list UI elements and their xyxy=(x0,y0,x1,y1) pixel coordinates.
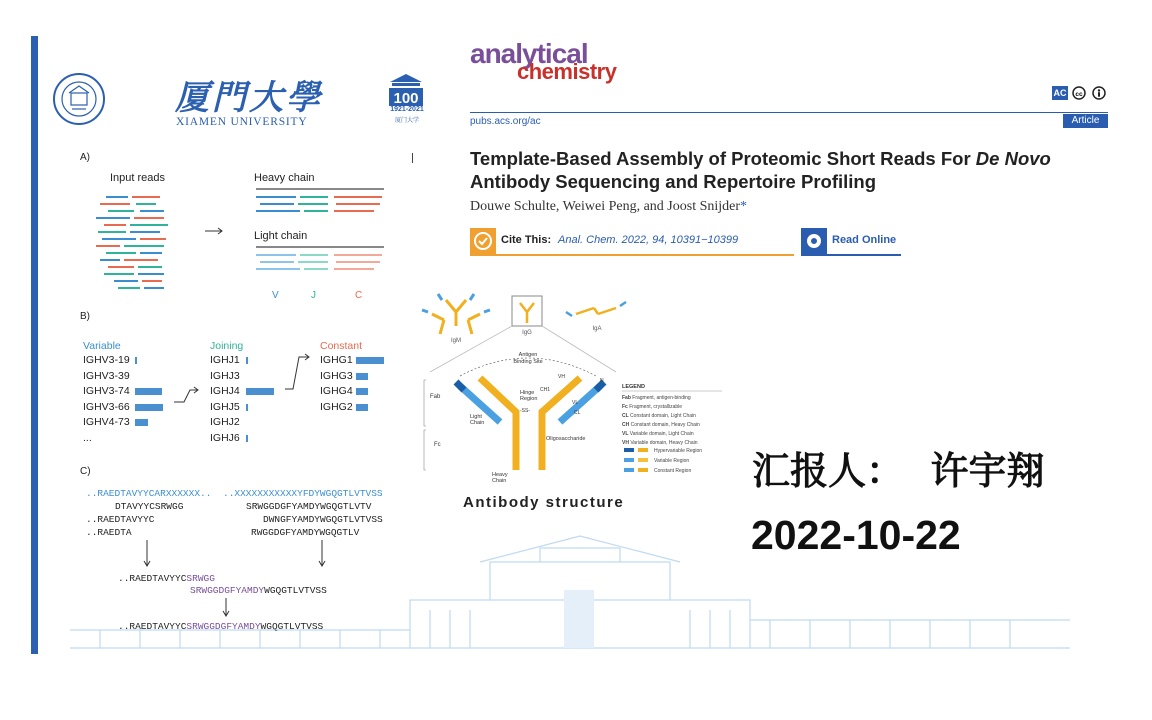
svg-text:Constant Region: Constant Region xyxy=(654,468,692,474)
centennial-years: 1921-2021 xyxy=(390,106,424,113)
seq-template-left: ..RAEDTAVYYCARXXXXXX.. xyxy=(86,488,212,499)
cc-icon xyxy=(1072,86,1086,100)
paper-authors xyxy=(470,199,747,215)
panel-c-label: C) xyxy=(80,466,91,477)
variable-gene-bar xyxy=(135,388,162,395)
heavy-chain-label: Heavy chain xyxy=(254,172,315,184)
svg-text:Chain: Chain xyxy=(470,420,485,426)
antibody-structure-figure xyxy=(416,290,732,516)
variable-gene-label: IGHV3-66 xyxy=(83,400,130,413)
panel-divider xyxy=(412,153,413,163)
variable-header: Variable xyxy=(83,340,121,352)
v-label: V xyxy=(272,290,279,301)
svg-text:Oligosaccharide: Oligosaccharide xyxy=(546,436,586,442)
presenter-label: 汇报人： 许宇翔 xyxy=(752,449,1045,493)
variable-gene-label: IGHV3-74 xyxy=(83,385,130,397)
variable-gene-row xyxy=(83,431,173,447)
journal-name-top: analytical xyxy=(470,38,588,69)
light-chain-label: Light chain xyxy=(254,230,308,242)
constant-gene-row xyxy=(320,369,390,385)
svg-text:Hypervariable Region: Hypervariable Region xyxy=(654,448,703,454)
variable-gene-label: ... xyxy=(83,431,92,444)
variable-gene-bar xyxy=(135,419,148,426)
svg-text:CH1: CH1 xyxy=(540,387,551,393)
seq-left-row-1: DTAVYYCSRWGG xyxy=(115,501,184,512)
input-reads-label: Input reads xyxy=(110,172,166,184)
svg-text:Chain: Chain xyxy=(492,478,507,484)
igm-label: IgM xyxy=(450,338,462,344)
joining-gene-row xyxy=(210,400,280,416)
input-reads-cluster xyxy=(96,196,186,296)
merge2-black: WGQGTLVTVSS xyxy=(264,585,327,596)
igg-label: IgG xyxy=(522,330,532,336)
constant-gene-label: IGHG4 xyxy=(320,385,353,397)
cite-text: Anal. Chem. 2022, 94, 10391−10399 xyxy=(558,234,739,246)
svg-text:Antigen: Antigen xyxy=(518,352,538,358)
svg-text:Binding Site: Binding Site xyxy=(513,359,543,365)
svg-text:Region: Region xyxy=(520,396,538,402)
merge2-purple: SRWGGDGFYAMDY xyxy=(190,585,265,596)
article-badge: Article xyxy=(1063,114,1108,128)
svg-text:Fab: Fab xyxy=(430,394,441,400)
svg-text:Hinge: Hinge xyxy=(520,390,535,396)
joining-gene-row xyxy=(210,415,280,431)
variable-gene-row xyxy=(83,415,173,431)
joining-gene-list xyxy=(210,353,280,446)
joining-gene-row xyxy=(210,369,280,385)
joining-gene-label: IGHJ6 xyxy=(210,431,240,444)
joining-gene-bar xyxy=(246,404,248,411)
final-black-1: ..RAEDTAVYYC xyxy=(118,621,187,632)
curved-arrow-icon xyxy=(172,386,202,406)
seq-template-right: ..XXXXXXXXXXXYFDYWGQGTLVTVSS xyxy=(223,488,383,499)
constant-gene-bar xyxy=(356,357,384,364)
centennial-logo xyxy=(386,72,426,126)
svg-text:Fab Fragment, antigen-binding: Fab Fragment, antigen-binding xyxy=(622,395,691,401)
constant-gene-bar xyxy=(356,404,368,411)
svg-text:Fc: Fc xyxy=(434,442,441,448)
curved-arrow-icon-2 xyxy=(283,353,313,393)
iga-label: IgA xyxy=(592,326,602,332)
final-purple: SRWGGDGFYAMDY xyxy=(186,621,261,632)
svg-text:-SS-: -SS- xyxy=(520,408,530,414)
variable-gene-row xyxy=(83,384,173,400)
seq-right-row-1: SRWGGDGFYAMDYWGQGTLVTV xyxy=(246,501,372,512)
paper-title-part1: Template-Based Assembly of Proteomic Short Reads For xyxy=(470,148,976,169)
constant-gene-list xyxy=(320,353,390,415)
university-name-cn: 厦門大學 xyxy=(175,80,323,117)
arrow-right-icon xyxy=(205,222,225,230)
svg-text:Heavy: Heavy xyxy=(492,472,508,478)
c-label: C xyxy=(355,290,363,301)
read-online-icon xyxy=(801,228,827,254)
svg-text:Fc Fragment, crystallizable: Fc Fragment, crystallizable xyxy=(622,404,683,410)
joining-gene-bar xyxy=(246,435,248,442)
seq-left-row-3: ..RAEDTA xyxy=(86,527,132,538)
antibody-caption: Antibody structure xyxy=(463,494,625,511)
seq-left-row-2: ..RAEDTAVYYC xyxy=(86,514,155,525)
cite-label: Cite This: xyxy=(501,234,552,246)
svg-text:LEGEND: LEGEND xyxy=(622,384,645,390)
variable-gene-row xyxy=(83,353,173,369)
author-mark: * xyxy=(740,199,748,214)
joining-gene-label: IGHJ1 xyxy=(210,354,240,366)
journal-url[interactable]: pubs.acs.org/ac xyxy=(470,116,541,127)
constant-header: Constant xyxy=(320,340,363,352)
svg-text:CH Constant domain, Heavy Chai: CH Constant domain, Heavy Chain xyxy=(622,422,700,428)
acs-ac-icon: AC xyxy=(1053,88,1067,98)
svg-text:100: 100 xyxy=(393,90,419,107)
joining-header: Joining xyxy=(210,340,244,352)
joining-gene-row xyxy=(210,353,280,369)
final-black-2: WGQGTLVTVSS xyxy=(260,621,324,632)
joining-gene-label: IGHJ5 xyxy=(210,400,240,413)
variable-gene-label: IGHV3-19 xyxy=(83,354,130,366)
authors-text: Douwe Schulte, Weiwei Peng, and Joost Snijder xyxy=(470,199,741,214)
merge1-purple: SRWGG xyxy=(186,573,215,584)
svg-text:VL Variable domain, Light Chai: VL Variable domain, Light Chain xyxy=(622,431,694,437)
check-icon xyxy=(470,228,496,254)
joining-gene-bar xyxy=(246,388,274,395)
svg-text:VL: VL xyxy=(572,400,579,406)
constant-gene-label: IGHG1 xyxy=(320,354,353,366)
svg-text:cc: cc xyxy=(1075,91,1083,98)
constant-gene-label: IGHG3 xyxy=(320,369,353,382)
variable-gene-bar xyxy=(135,357,137,364)
joining-gene-label: IGHJ4 xyxy=(210,385,240,397)
seq-right-row-3: RWGGDGFYAMDYWGQGTLV xyxy=(251,527,360,538)
variable-gene-label: IGHV4-73 xyxy=(83,416,130,428)
svg-text:CL: CL xyxy=(574,410,581,416)
joining-gene-label: IGHJ2 xyxy=(210,416,240,428)
seq-right-row-2: DWNGFYAMDYWGQGTLVTVSS xyxy=(263,514,383,525)
cite-this-bar[interactable] xyxy=(470,228,794,256)
left-accent-bar xyxy=(31,36,38,654)
university-name-en: XIAMEN UNIVERSITY xyxy=(176,116,308,128)
svg-text:CL Constant domain, Light Chai: CL Constant domain, Light Chain xyxy=(622,413,696,419)
joining-gene-bar xyxy=(246,357,248,364)
variable-gene-bar xyxy=(135,404,163,411)
constant-gene-row xyxy=(320,384,390,400)
constant-gene-label: IGHG2 xyxy=(320,400,353,413)
centennial-cn: 厦门大学 xyxy=(394,118,419,124)
paper-title-part2: Antibody Sequencing and Repertoire Profiling xyxy=(470,171,876,192)
panel-b-label: B) xyxy=(80,311,90,322)
university-seal-icon xyxy=(52,72,106,126)
constant-gene-bar xyxy=(356,373,368,380)
constant-gene-row xyxy=(320,400,390,416)
joining-gene-row xyxy=(210,431,280,447)
paper-title xyxy=(470,147,1110,193)
campus-building-watermark xyxy=(70,530,1070,656)
variable-gene-label: IGHV3-39 xyxy=(83,369,130,382)
svg-text:VH: VH xyxy=(558,374,565,380)
read-online-button[interactable] xyxy=(801,228,901,256)
constant-gene-bar xyxy=(356,388,368,395)
joining-gene-label: IGHJ3 xyxy=(210,369,240,382)
variable-gene-row xyxy=(83,369,173,385)
chain-alignment xyxy=(256,188,384,288)
paper-title-italic: De Novo xyxy=(975,148,1051,169)
journal-rule xyxy=(470,112,1108,113)
by-icon xyxy=(1092,86,1106,100)
j-label: J xyxy=(311,290,316,301)
svg-text:VH Variable domain, Heavy Chai: VH Variable domain, Heavy Chain xyxy=(622,440,698,446)
journal-name-bottom: chemistry xyxy=(517,59,617,84)
variable-gene-list xyxy=(83,353,173,446)
panel-a-label: A) xyxy=(80,152,90,163)
read-online-label: Read Online xyxy=(832,234,897,246)
svg-text:Variable Region: Variable Region xyxy=(654,458,690,464)
svg-text:N: N xyxy=(600,378,604,384)
variable-gene-row xyxy=(83,400,173,416)
constant-gene-row xyxy=(320,353,390,369)
merge1-black: ..RAEDTAVYYC xyxy=(118,573,187,584)
presentation-date: 2022-10-22 xyxy=(751,512,961,558)
svg-text:Light: Light xyxy=(470,414,482,420)
joining-gene-row xyxy=(210,384,280,400)
